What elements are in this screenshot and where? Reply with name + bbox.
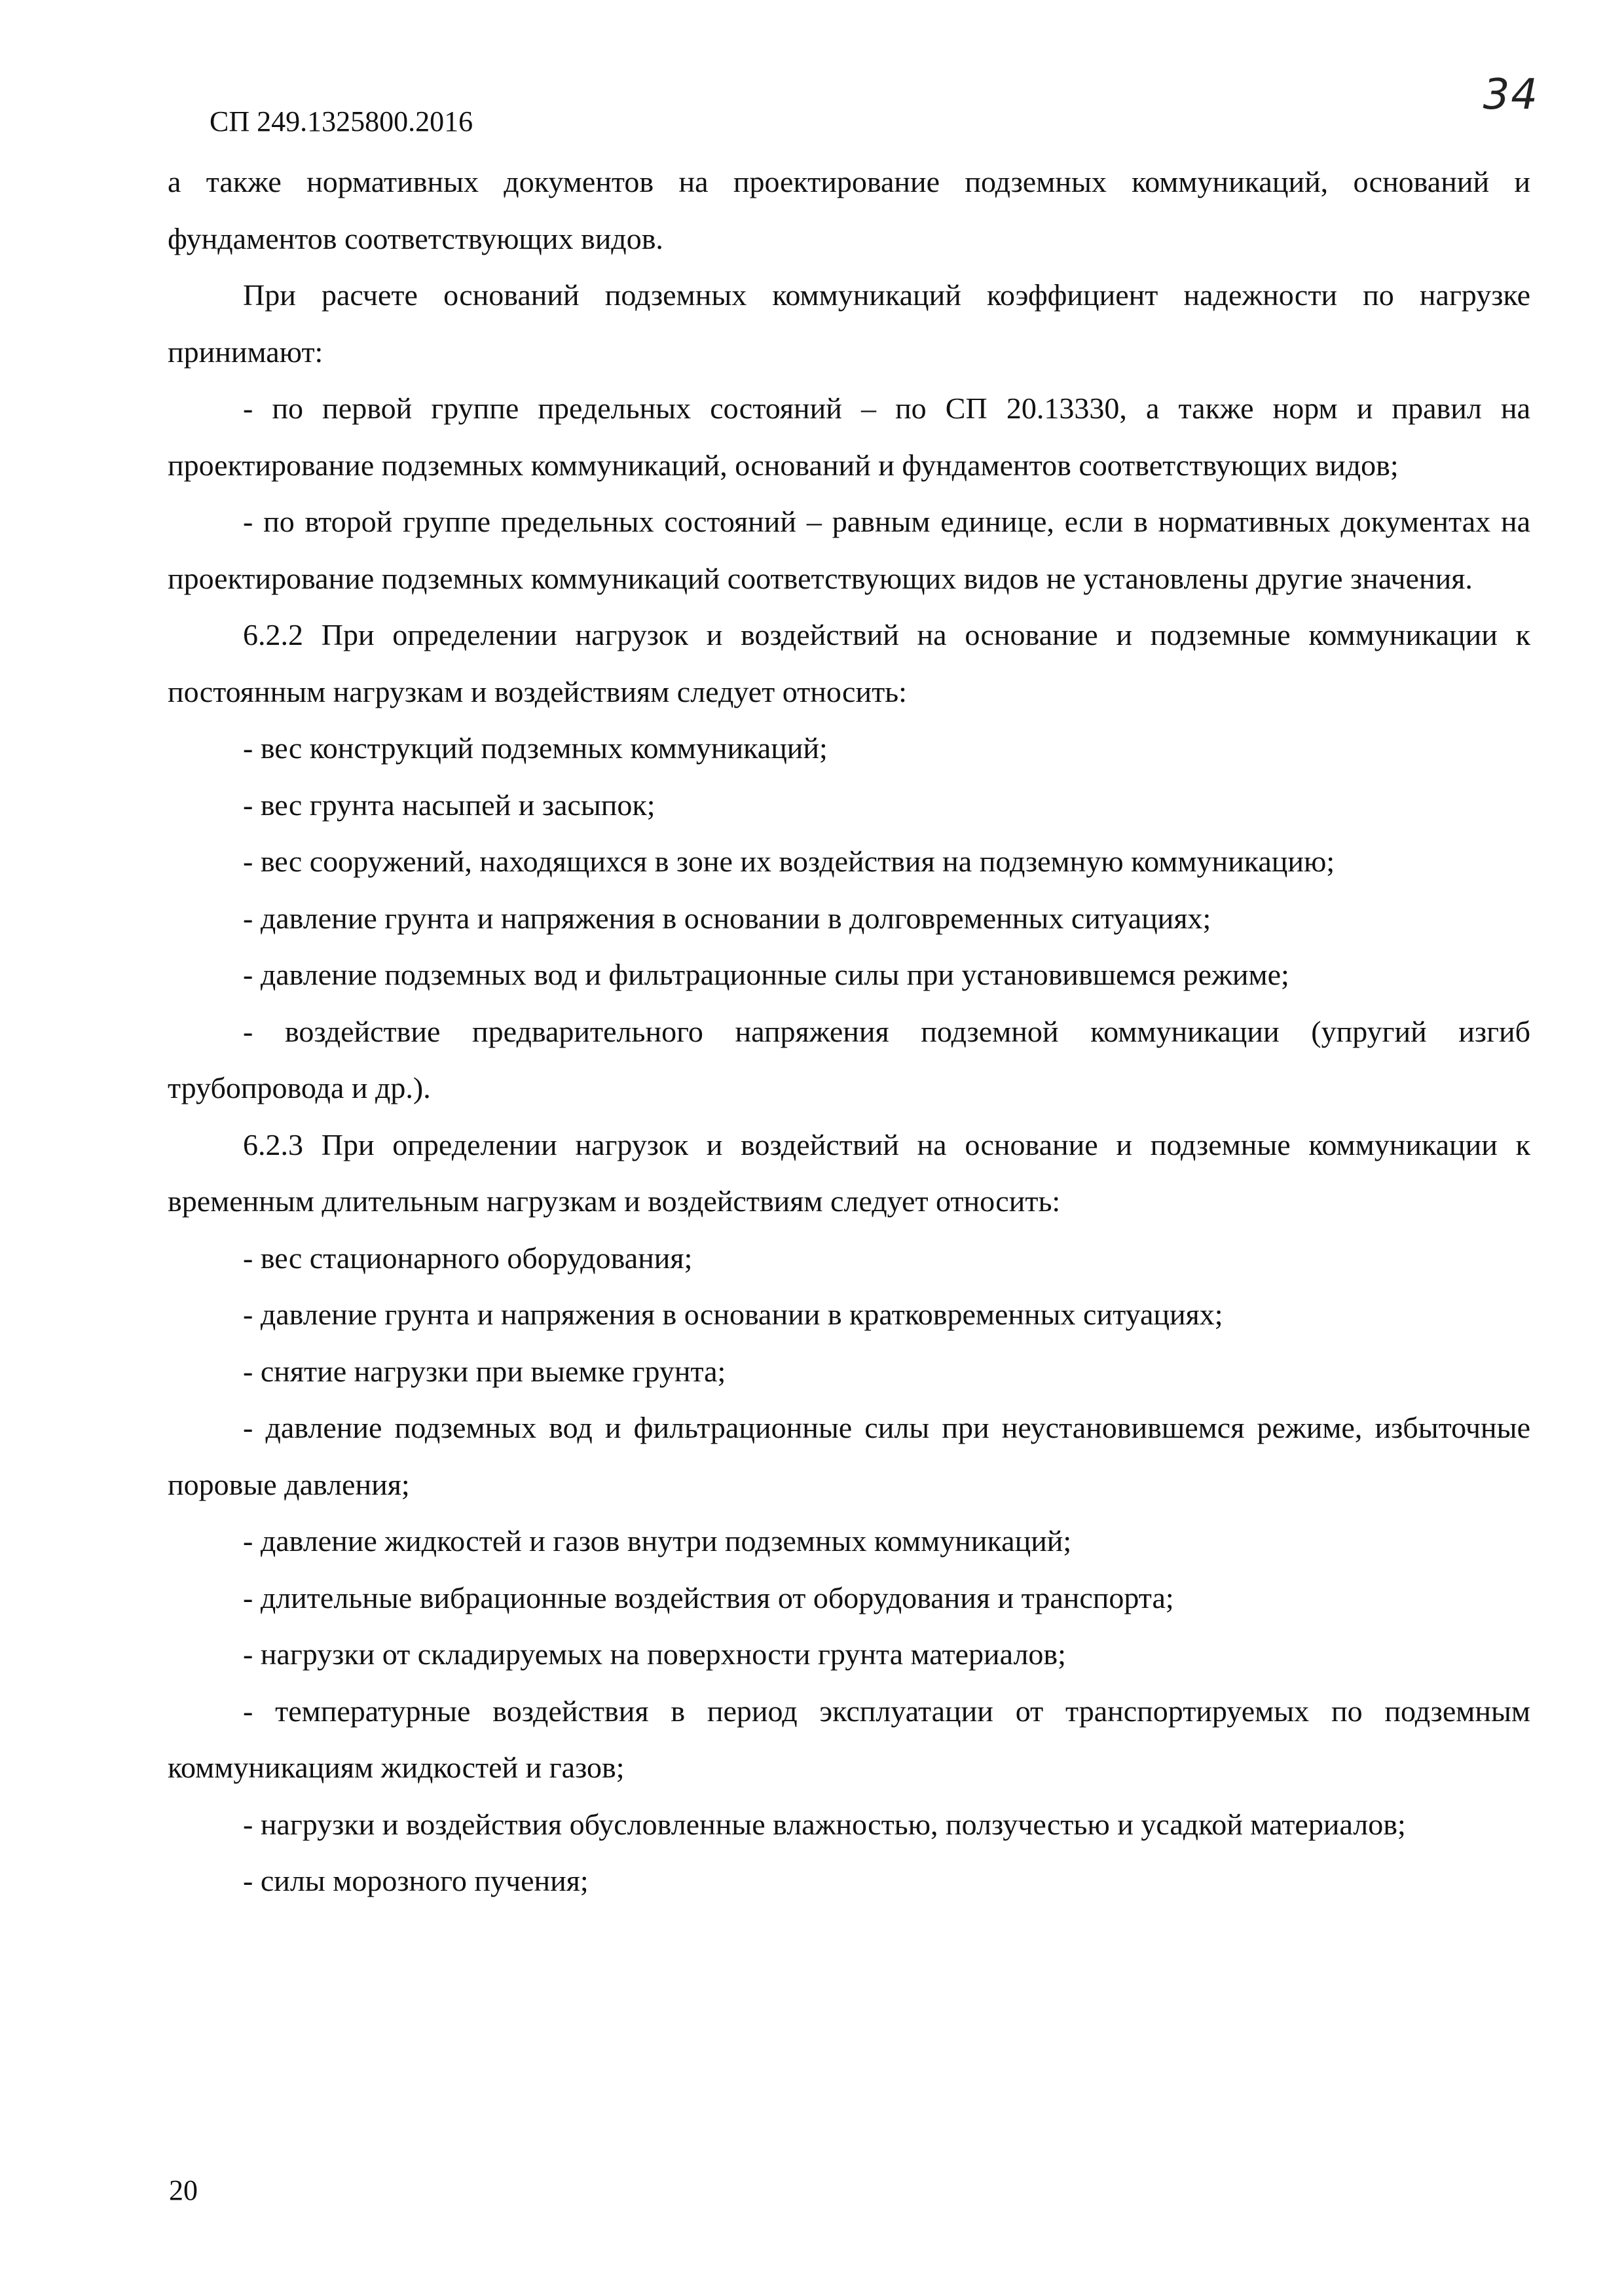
list-item: - давление подземных вод и фильтрационные силы при установившемся режиме; <box>243 958 1289 991</box>
document-body <box>168 154 1530 1910</box>
list-item: - давление грунта и напряжения в основании в долговременных ситуациях; <box>243 901 1211 935</box>
list-item: - вес стационарного оборудования; <box>243 1241 693 1275</box>
list-item: - давление жидкостей и газов внутри подземных коммуникаций; <box>243 1524 1072 1558</box>
list-item: - силы морозного пучения; <box>243 1864 589 1897</box>
list-item: - воздействие предварительного напряжения подземной коммуникации (упругий изгиб трубопровода и др.). <box>168 1014 1530 1104</box>
list-item: - вес грунта насыпей и засыпок; <box>243 788 655 822</box>
paragraph-continuation: а также нормативных документов на проектирование подземных коммуникаций, оснований и фундаментов соответствующих видов. <box>168 165 1530 255</box>
paragraph-reliability-coefficient: При расчете оснований подземных коммуникаций коэффициент надежности по нагрузке принимают: <box>168 278 1530 369</box>
document-code: СП 249.1325800.2016 <box>210 105 473 137</box>
list-item: - вес сооружений, находящихся в зоне их воздействия на подземную коммуникацию; <box>243 845 1335 878</box>
list-item: - длительные вибрационные воздействия от оборудования и транспорта; <box>243 1580 1174 1614</box>
list-item: - нагрузки и воздействия обусловленные влажностью, ползучестью и усадкой материалов; <box>243 1807 1406 1841</box>
list-item: - вес конструкций подземных коммуникаций; <box>243 731 828 765</box>
list-item: - давление грунта и напряжения в основании в кратковременных ситуациях; <box>243 1298 1223 1331</box>
page-number: 20 <box>169 2174 198 2206</box>
list-item: - по первой группе предельных состояний – по СП 20.13330, а также норм и правил на проектирование подземных коммуникаций, оснований и фундаментов соответствующих видов; <box>168 392 1530 482</box>
handwritten-page-number: 34 <box>1483 71 1539 119</box>
list-item: - нагрузки от складируемых на поверхности грунта материалов; <box>243 1637 1066 1671</box>
list-item: - давление подземных вод и фильтрационные силы при неустановившемся режиме, избыточные поровые давления; <box>168 1411 1530 1501</box>
list-item: - по второй группе предельных состояний – равным единице, если в нормативных документах на проектирование подземных коммуникаций соответствующих видов не установлены другие значения. <box>168 505 1530 595</box>
list-item: - температурные воздействия в период эксплуатации от транспортируемых по подземным коммуникациям жидкостей и газов; <box>168 1694 1530 1784</box>
list-item: - снятие нагрузки при выемке грунта; <box>243 1354 726 1388</box>
clause-6-2-3: 6.2.3 При определении нагрузок и воздействий на основание и подземные коммуникации к временным длительным нагрузкам и воздействиям следует относить: <box>168 1127 1530 1218</box>
clause-6-2-2: 6.2.2 При определении нагрузок и воздействий на основание и подземные коммуникации к постоянным нагрузкам и воздействиям следует относить: <box>168 618 1530 708</box>
